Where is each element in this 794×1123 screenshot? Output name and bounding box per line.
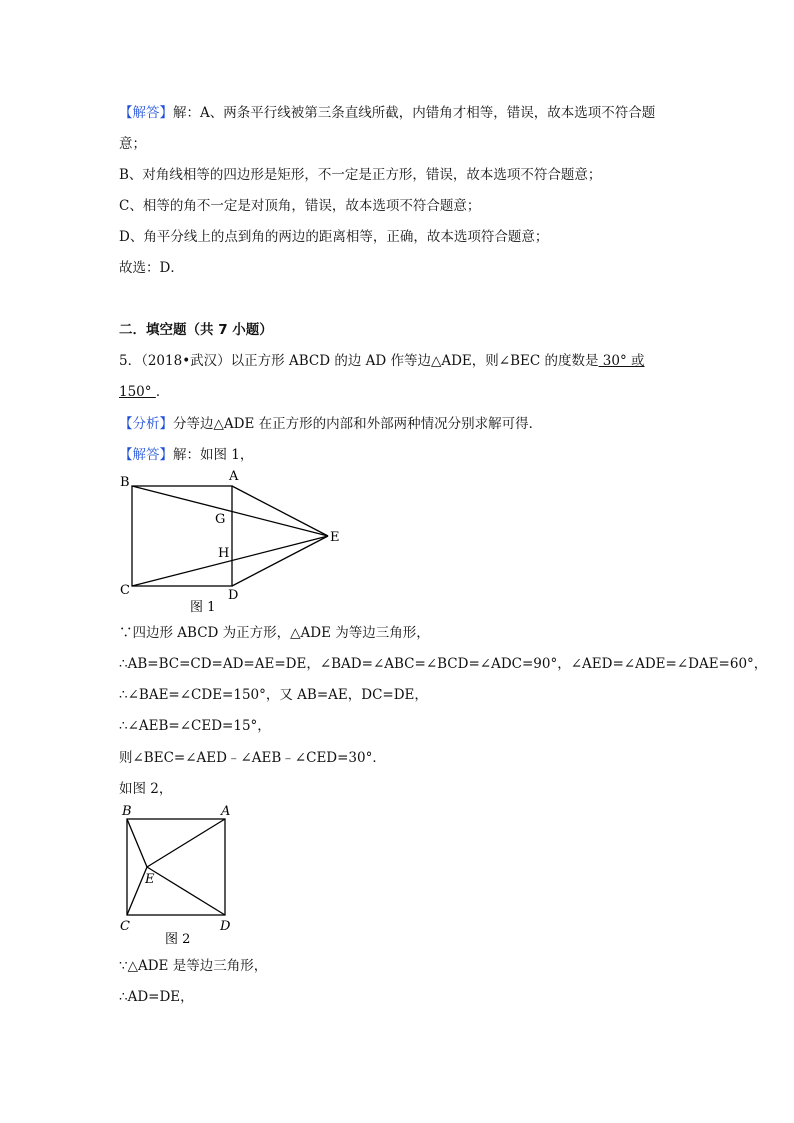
analysis-text: 分等边△ADE 在正方形的内部和外部两种情况分别求解可得． [173, 416, 543, 432]
answer-tag: 【解答】 [119, 105, 173, 121]
proof-1-line-6: 如图 2， [119, 781, 173, 797]
answer-line-3: B、对角线相等的四边形是矩形，不一定是正方形，错误，故本选项不符合题意； [119, 167, 602, 183]
section-title: 二．填空题（共 7 小题） [119, 322, 273, 338]
segment-ae-2 [147, 819, 225, 867]
segment-ae [232, 486, 328, 536]
label-g: G [215, 512, 226, 527]
analysis-line [119, 414, 542, 434]
answer-line-2: 意； [119, 136, 146, 152]
question-5-text: 5．（2018•武汉）以正方形 ABCD 的边 AD 作等边△ADE，则∠BEC 的度数是 [119, 353, 599, 369]
segment-ce [132, 536, 328, 586]
question-5-suffix: ． [155, 384, 170, 400]
label-b: B [120, 475, 130, 490]
answer-blank-1: 30° 或 [598, 353, 645, 369]
figure-1-caption: 图 1 [190, 600, 216, 615]
question-5-line-1 [119, 351, 645, 371]
answer-text: 解：A、两条平行线被第三条直线所截，内错角才相等，错误，故本选项不符合题 [173, 105, 656, 121]
square-abcd-2 [127, 819, 225, 915]
solution-tag: 【解答】 [119, 447, 173, 463]
label-c-2: C [120, 919, 130, 934]
segment-de [232, 536, 328, 586]
answer-line-1 [119, 103, 655, 123]
proof-2-line-1: ∵△ADE 是等边三角形， [119, 958, 268, 974]
label-e-2: E [145, 872, 155, 887]
label-d-2: D [220, 919, 231, 934]
square-abcd [132, 486, 232, 586]
proof-1-line-2: ∴AB=BC=CD=AD=AE=DE，∠BAD=∠ABC=∠BCD=∠ADC=90°，∠AED=∠ADE=∠DAE=60°， [119, 656, 768, 672]
answer-line-6: 故选：D． [119, 260, 184, 276]
figure-2-caption: 图 2 [165, 932, 191, 947]
segment-be-2 [127, 819, 147, 867]
proof-1-line-4: ∴∠AEB=∠CED=15°， [119, 718, 271, 734]
proof-1-line-1: ∵四边形 ABCD 为正方形，△ADE 为等边三角形， [119, 625, 430, 641]
segment-be [132, 486, 328, 536]
label-h: H [218, 546, 230, 561]
figure-2 [110, 800, 250, 950]
answer-line-4: C、相等的角不一定是对顶角，错误，故本选项不符合题意； [119, 198, 481, 214]
solution-text: 解：如图 1， [173, 447, 254, 463]
question-5-line-2 [119, 382, 169, 402]
proof-1-line-5: 则∠BEC=∠AED﹣∠AEB﹣∠CED=30°． [119, 750, 386, 766]
solution-line [119, 445, 253, 465]
label-d: D [228, 588, 239, 603]
label-b-2: B [122, 804, 132, 819]
answer-line-5: D、角平分线上的点到角的两边的距离相等，正确，故本选项符合题意； [119, 229, 549, 245]
segment-de-2 [147, 867, 225, 915]
label-a-2: A [221, 804, 231, 819]
label-e: E [330, 530, 340, 545]
analysis-tag: 【分析】 [119, 416, 173, 432]
label-a: A [229, 469, 239, 484]
answer-blank-2: 150° [119, 384, 156, 400]
proof-2-line-2: ∴AD=DE， [119, 989, 194, 1005]
segment-ce-2 [127, 867, 147, 915]
figure-1 [110, 465, 360, 620]
label-c: C [120, 583, 130, 598]
proof-1-line-3: ∴∠BAE=∠CDE=150°，又 AB=AE，DC=DE， [119, 687, 428, 703]
